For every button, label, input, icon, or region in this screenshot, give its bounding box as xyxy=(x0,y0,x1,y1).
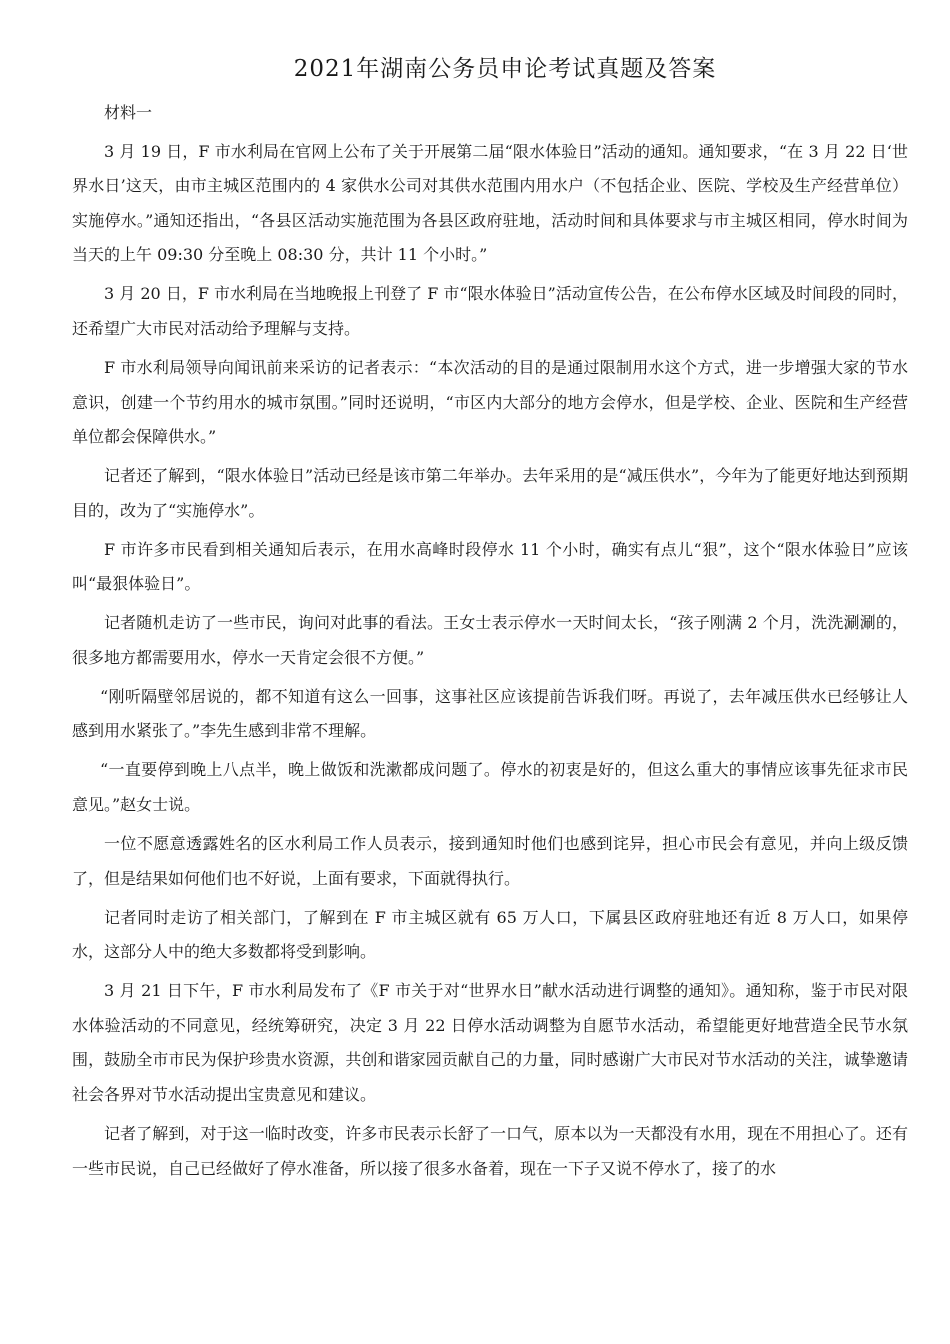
paragraph: 记者了解到，对于这一临时改变，许多市民表示长舒了一口气，原本以为一天都没有水用，现在不用担心了。还有一些市民说，自己已经做好了停水准备，所以接了很多水备着，现在一下子又说不停水了，接了的水 xyxy=(72,1123,908,1178)
paragraph: F 市许多市民看到相关通知后表示，在用水高峰时段停水 11 个小时，确实有点儿“狠”，这个“限水体验日”应该叫“最狠体验日”。 xyxy=(72,539,908,594)
document-title: 2021年湖南公务员申论考试真题及答案 xyxy=(293,56,717,82)
section-label: 材料一 xyxy=(104,103,153,122)
paragraph: 一位不愿意透露姓名的区水利局工作人员表示，接到通知时他们也感到诧异，担心市民会有意见，并向上级反馈了，但是结果如何他们也不好说，上面有要求，下面就得执行。 xyxy=(72,834,908,888)
paragraph: 3 月 20 日，F 市水利局在当地晚报上刊登了 F 市“限水体验日”活动宣传公告，在公布停水区域及时间段的同时，还希望广大市民对活动给予理解与支持。 xyxy=(72,284,908,338)
paragraph: 3 月 21 日下午，F 市水利局发布了《F 市关于对“世界水日”献水活动进行调整的通知》。通知称，鉴于市民对限水体验活动的不同意见，经统筹研究，决定 3 月 22 日停水活动调整为自愿节水活动，希望能更好地营造全民节水氛围，鼓励全市市民为保护珍贵水资源，共创和谐家园贡献自己的力量，同时感谢广大市民对节水活动的关注，诚挚邀请社会各界对节水活动提出宝贵意见和建议。 xyxy=(72,981,908,1104)
paragraph: 记者同时走访了相关部门，了解到在 F 市主城区就有 65 万人口，下属县区政府驻地还有近 8 万人口，如果停水，这部分人中的绝大多数都将受到影响。 xyxy=(72,907,908,962)
paragraph: F 市水利局领导向闻讯前来采访的记者表示：“本次活动的目的是通过限制用水这个方式，进一步增强大家的节水意识，创建一个节约用水的城市氛围。”同时还说明，“市区内大部分的地方会停水，但是学校、企业、医院和生产经营单位都会保障供水。” xyxy=(72,357,908,447)
paragraph: 记者随机走访了一些市民，询问对此事的看法。王女士表示停水一天时间太长，“孩子刚满 2 个月，洗洗涮涮的，很多地方都需要用水，停水一天肯定会很不方便。” xyxy=(72,613,908,667)
paragraph: “刚听隔壁邻居说的，都不知道有这么一回事，这事社区应该提前告诉我们呀。再说了，去年减压供水已经够让人感到用水紧张了。”李先生感到非常不理解。 xyxy=(72,686,908,741)
document-body xyxy=(72,96,908,1191)
paragraph: 3 月 19 日，F 市水利局在官网上公布了关于开展第二届“限水体验日”活动的通知。通知要求，“在 3 月 22 日‘世界水日’这天，由市主城区范围内的 4 家供水公司对其供水范围内用水户（不包括企业、医院、学校及生产经营单位）实施停水。”通知还指出，“各县区活动实施范围为各县区政府驻地，活动时间和具体要求与市主城区相同，停水时间为当天的上午 09:30 分至晚上 08:30 分，共计 11 个小时。” xyxy=(72,141,908,265)
paragraph: “一直要停到晚上八点半，晚上做饭和洗漱都成问题了。停水的初衷是好的，但这么重大的事情应该事先征求市民意见。”赵女士说。 xyxy=(72,760,908,815)
paragraph: 记者还了解到，“限水体验日”活动已经是该市第二年举办。去年采用的是“减压供水”，今年为了能更好地达到预期目的，改为了“实施停水”。 xyxy=(72,466,908,520)
